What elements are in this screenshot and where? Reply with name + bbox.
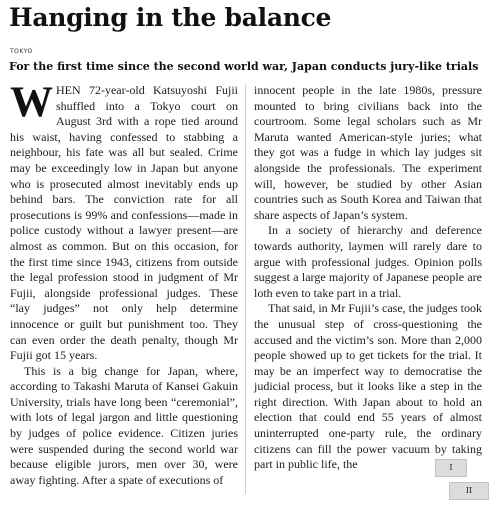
column-divider	[245, 84, 246, 494]
left-column	[10, 79, 238, 488]
paragraph-1	[10, 79, 238, 364]
dateline: TOKYO	[10, 48, 33, 55]
right-column	[254, 83, 482, 473]
paragraph-1-text: HEN 72-year-old Katsuyoshi Fujii shuffled into a Tokyo court on August 3rd with a rope tied around his waist, having confessed to stabbing a neighbour, his fate was all but sealed. Crime may be exceedingly low in Japan but anyone who is prosecuted almost inevitably ends up behind bars. The conviction rate for all prosecutions is 99% and confessions—made in police custody without a lawyer present—are almost as common. But on this occasion, for the first time since 1943, citizens from outside the legal profession stood in judgment of Mr Fujii, alongside professional judges. These “lay judges” not only help determine innocence or guilt but punishment too. They can even order the death penalty, though Mr Fujii got 15 years.	[10, 83, 238, 363]
headline: Hanging in the balance	[9, 3, 332, 32]
page-marker-2[interactable]: II	[449, 482, 489, 500]
paragraph-5: That said, in Mr Fujii’s case, the judges took the unusual step of cross-questioning the accused and the victim’s son. More than 2,000 people showed up to get tickets for the trial. It may be an imperfect way to democratise the judicial process, but it looks like a step in the right direction. With Japan about to hold an election that could end 55 years of almost uninterrupted one-party rule, the ordinary citizens can fill the power vacuum by taking part in public life, the	[254, 301, 482, 472]
rubric: For the first time since the second world war, Japan conducts jury-like trials	[9, 60, 479, 73]
paragraph-3: innocent people in the late 1980s, pressure mounted to bring civilians back into the courtroom. Some legal scholars such as Mr Maruta wanted American-style juries; what they got was a fudge in which lay judges sit alongside the professionals. The experiment will, however, be studied by other Asian countries such as South Korea and Taiwan that share aspects of Japan’s system.	[254, 83, 482, 222]
page-marker-1[interactable]: I	[435, 459, 467, 477]
paragraph-2: This is a big change for Japan, where, according to Takashi Maruta of Kansei Gakuin University, trials have long been “ceremonial”, with lots of legal jargon and little questioning by judges of police evidence. Citizen juries were suspended during the second world war because eligible jurors, men over 30, were away fighting. After a spate of executions of	[10, 363, 238, 487]
drop-cap: W	[10, 79, 53, 126]
paragraph-4: In a society of hierarchy and deference towards authority, laymen will rarely dare to argue with professional judges. Opinion polls suggest a large majority of Japanese people are loth even to take part in a trial.	[254, 223, 482, 300]
